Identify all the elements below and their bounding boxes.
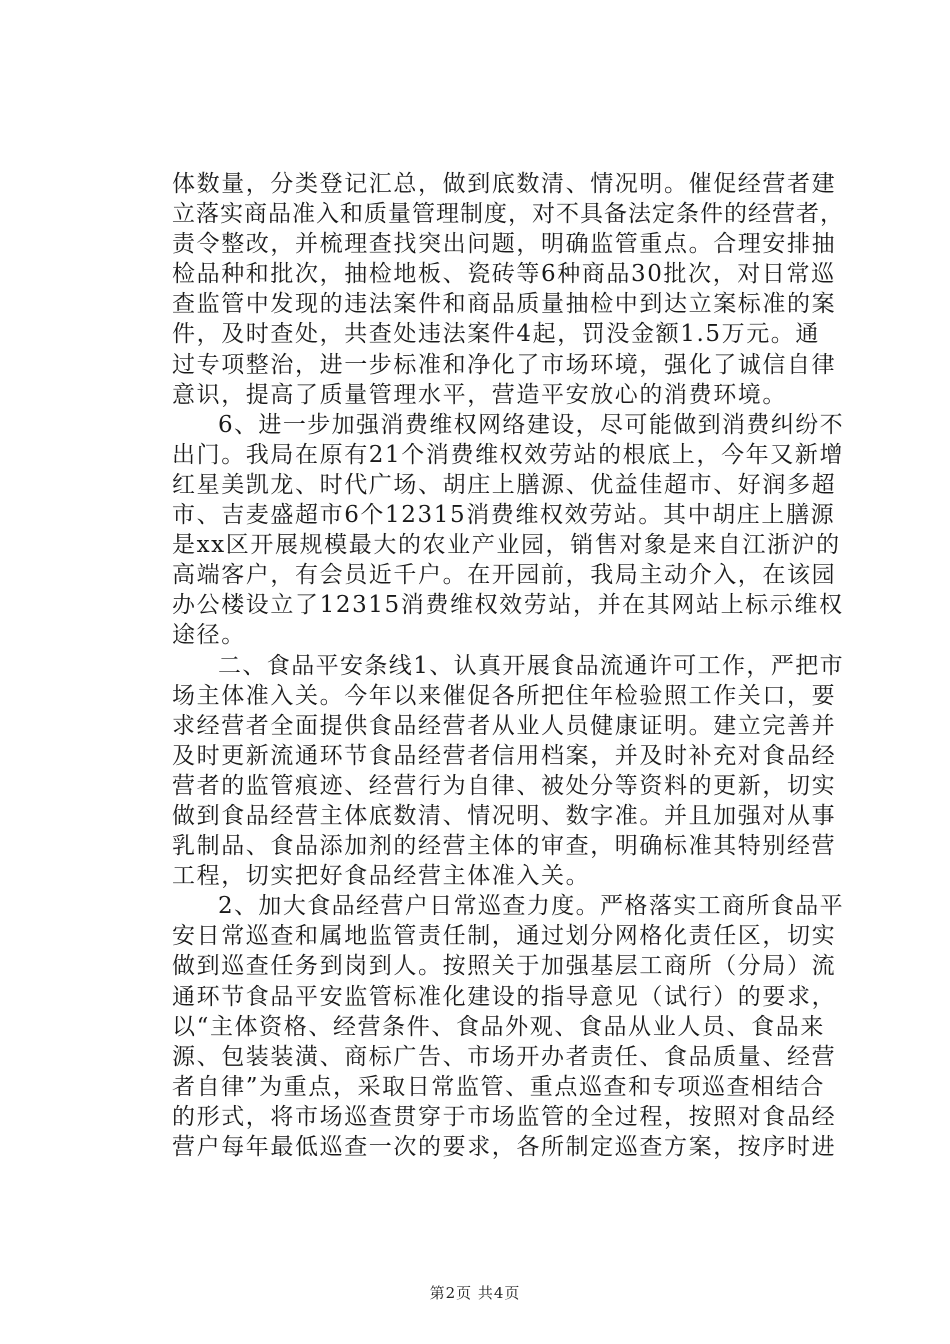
text-line: 出门。我局在原有21个消费维权效劳站的根底上，今年又新增: [172, 441, 845, 468]
text-line: 2、加大食品经营户日常巡查力度。严格落实工商所食品平: [218, 893, 845, 920]
text-line: 6、进一步加强消费维权网络建设，尽可能做到消费纠纷不: [218, 411, 845, 438]
text-line: 的形式，将市场巡查贯穿于市场监管的全过程，按照对食品经: [172, 1103, 837, 1130]
text-line: 通环节食品平安监管标准化建设的指导意见（试行）的要求，: [172, 983, 837, 1010]
text-line: 做到巡查任务到岗到人。按照关于加强基层工商所（分局）流: [172, 953, 837, 980]
text-line: 查监管中发现的违法案件和商品质量抽检中到达立案标准的案: [172, 291, 837, 318]
text-line: 体数量，分类登记汇总，做到底数清、情况明。催促经营者建: [172, 171, 837, 197]
text-line: 者自律”为重点，采取日常监管、重点巡查和专项巡查相结合: [172, 1073, 825, 1100]
text-line: 做到食品经营主体底数清、情况明、数字准。并且加强对从事: [172, 802, 837, 829]
text-line: 件，及时查处，共查处违法案件4起，罚没金额1.5万元。通: [172, 321, 821, 348]
text-line: 营者的监管痕迹、经营行为自律、被处分等资料的更新，切实: [172, 772, 837, 799]
text-line: 办公楼设立了12315消费维权效劳站，并在其网站上标示维权: [172, 592, 844, 619]
text-line: 二、食品平安条线1、认真开展食品流通许可工作，严把市: [218, 652, 845, 679]
text-line: 意识，提高了质量管理水平，营造平安放心的消费环境。: [172, 381, 787, 408]
text-line: 途径。: [172, 622, 246, 649]
text-line: 立落实商品准入和质量管理制度，对不具备法定条件的经营者，: [172, 201, 844, 228]
text-line: 市、吉麦盛超市6个12315消费维权效劳站。其中胡庄上膳源: [172, 502, 836, 529]
text-line: 安日常巡查和属地监管责任制，通过划分网格化责任区，切实: [172, 923, 837, 950]
text-line: 检品种和批次，抽检地板、瓷砖等6种商品30批次，对日常巡: [172, 261, 836, 288]
text-line: 工程，切实把好食品经营主体准入关。: [172, 863, 591, 890]
text-line: 乳制品、食品添加剂的经营主体的审查，明确标准其特别经营: [172, 833, 837, 860]
text-line: 源、包装装潢、商标广告、市场开办者责任、食品质量、经营: [172, 1043, 837, 1070]
text-line: 责令整改，并梳理查找突出问题，明确监管重点。合理安排抽: [172, 231, 837, 258]
page-footer: 第2页 共4页: [429, 1284, 521, 1302]
text-line: 过专项整治，进一步标准和净化了市场环境，强化了诚信自律: [172, 351, 837, 378]
text-line: 红星美凯龙、时代广场、胡庄上膳源、优益佳超市、好润多超: [172, 471, 837, 498]
text-line: 高端客户，有会员近千户。在开园前，我局主动介入，在该园: [172, 562, 837, 589]
text-line: 求经营者全面提供食品经营者从业人员健康证明。建立完善并: [172, 712, 837, 739]
text-line: 以“主体资格、经营条件、食品外观、食品从业人员、食品来: [172, 1013, 825, 1040]
text-line: 营户每年最低巡查一次的要求，各所制定巡查方案，按序时进: [172, 1134, 837, 1160]
body-text: [172, 169, 844, 1162]
text-line: 是xx区开展规模最大的农业产业园，销售对象是来自江浙沪的: [172, 532, 841, 559]
text-line: 场主体准入关。今年以来催促各所把住年检验照工作关口，要: [172, 682, 837, 709]
text-line: 及时更新流通环节食品经营者信用档案，并及时补充对食品经: [172, 742, 837, 769]
